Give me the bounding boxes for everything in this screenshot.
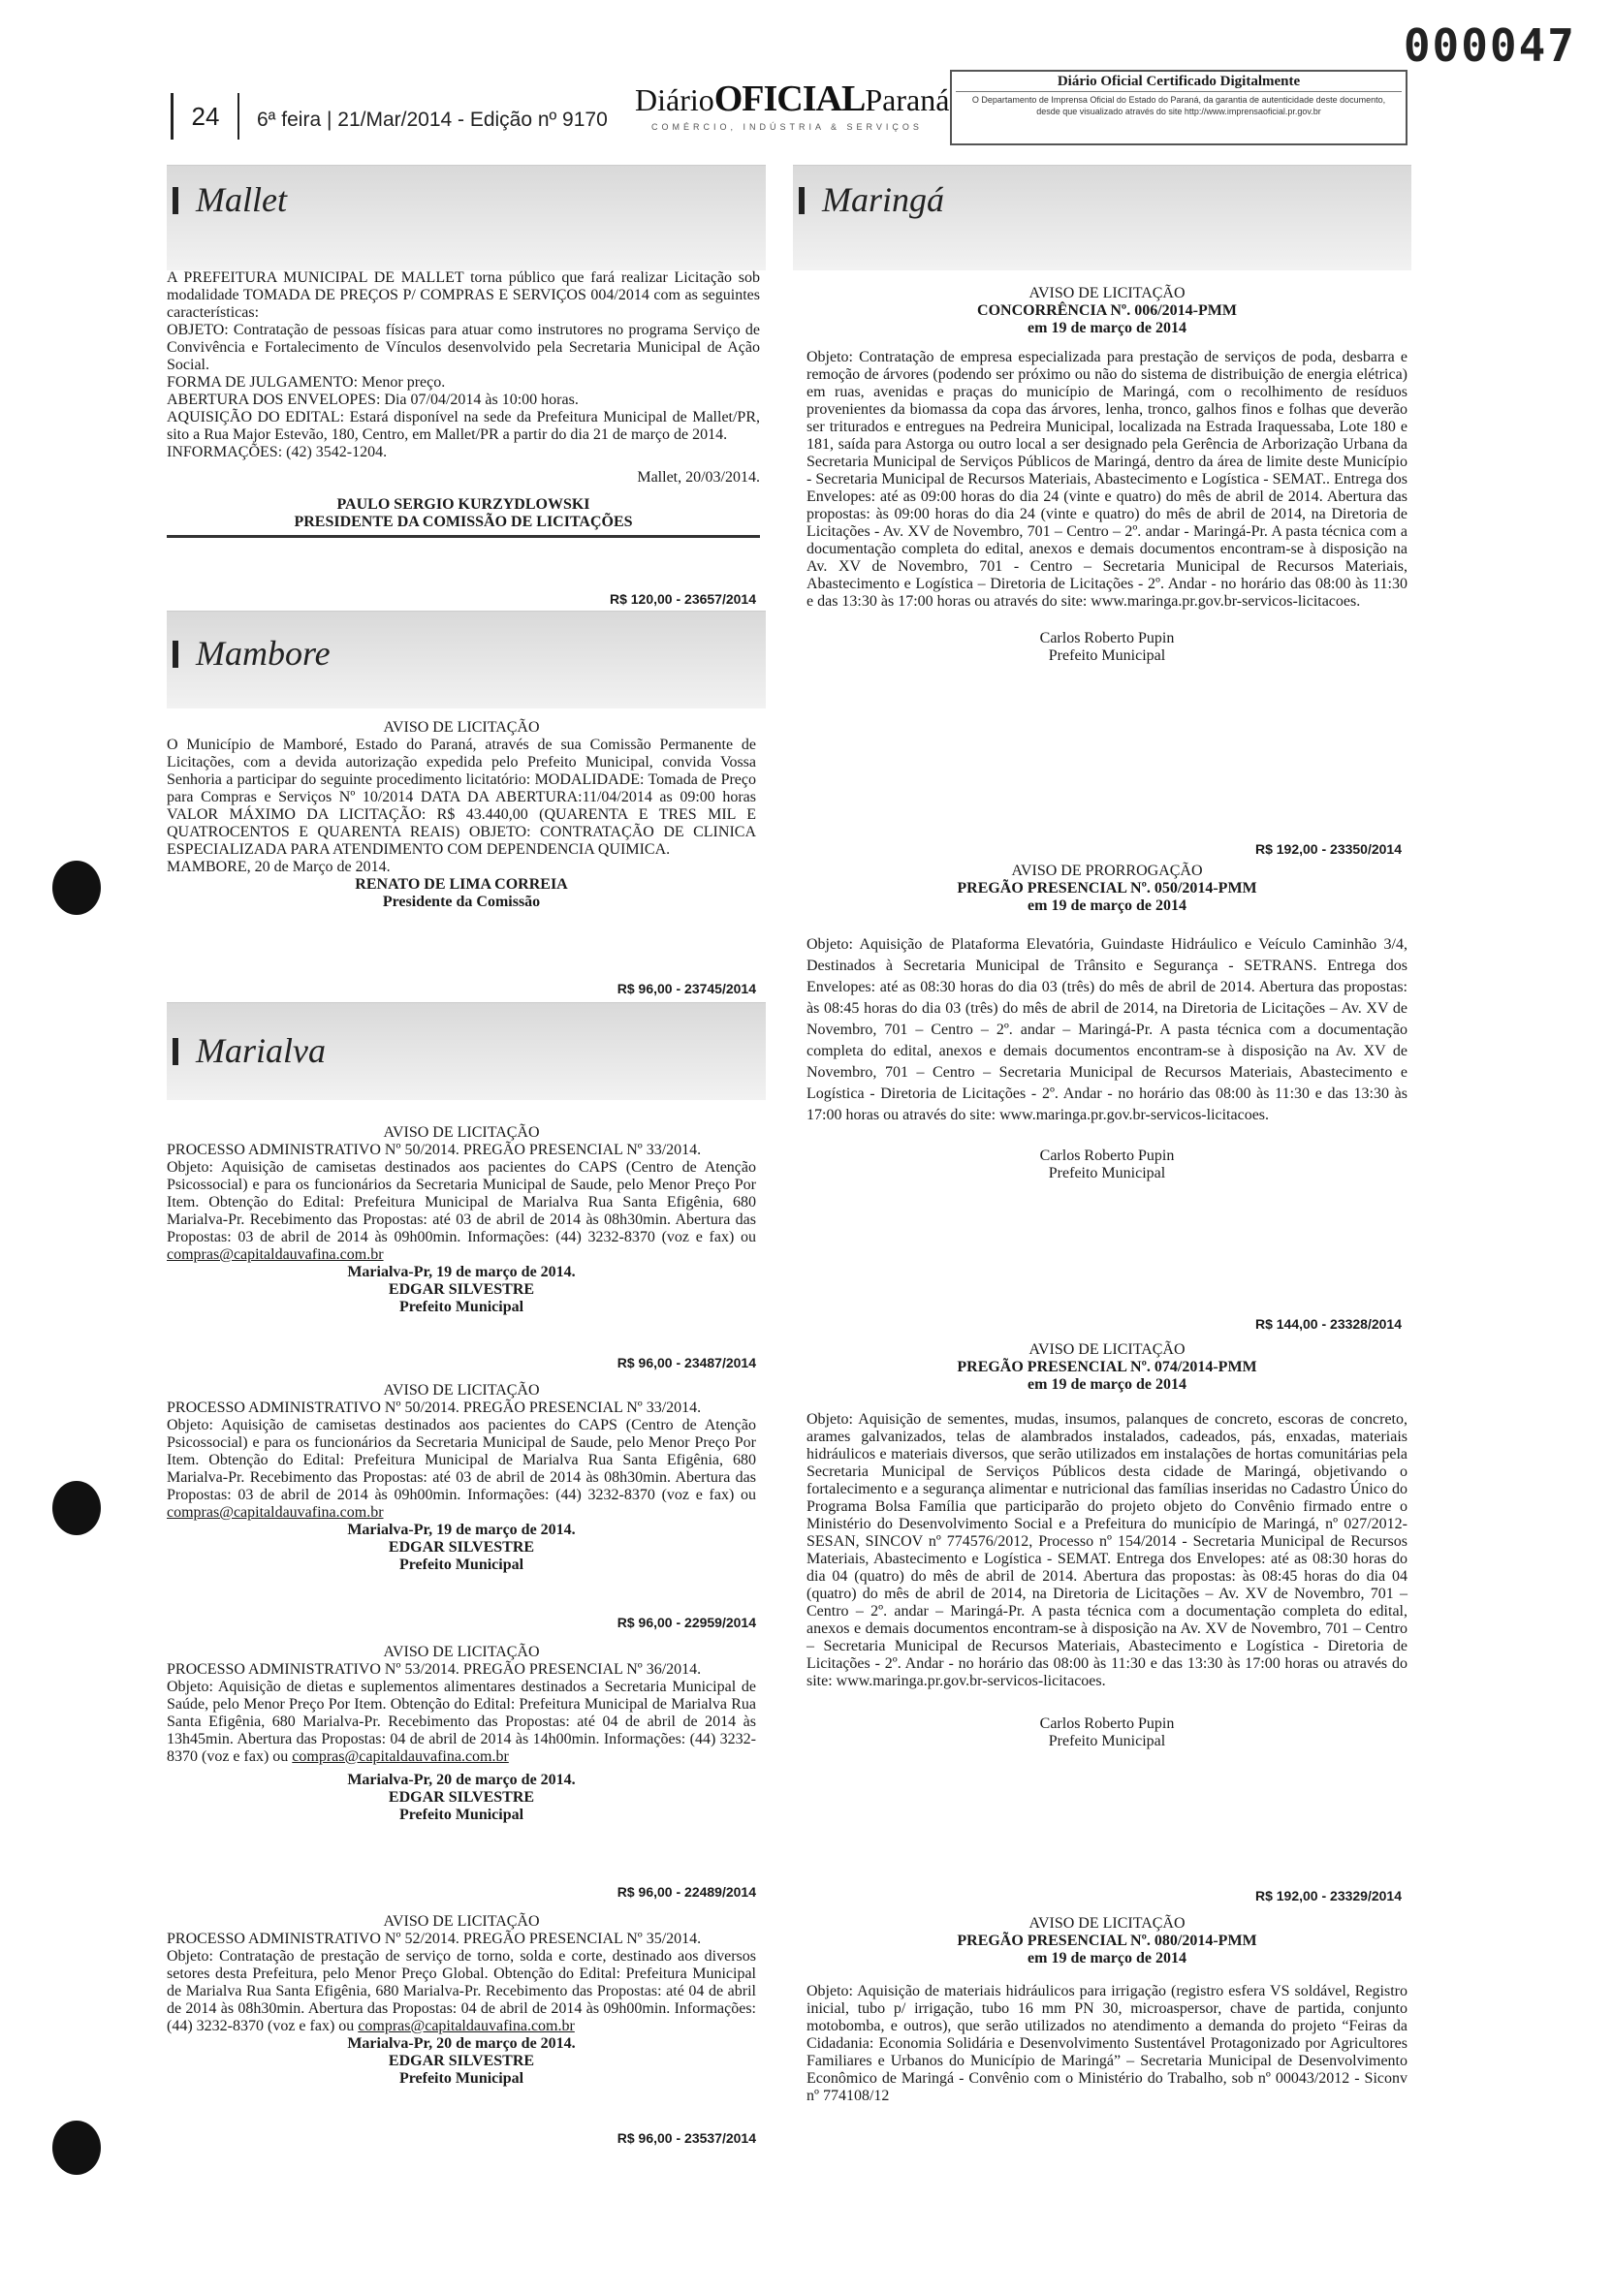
mambore-notice (167, 719, 756, 911)
mallet-aquisicao: AQUISIÇÃO DO EDITAL: Estará disponível na sede da Prefeitura Municipal de Mallet/PR, sito a Rua Major Estevão, 180, Centro, em Mallet/PR a partir do dia 21 de março de 2014. (167, 409, 760, 443)
notice-body-text: Objeto: Contratação de prestação de serviço de torno, solda e corte, destinado aos diversos setores desta Prefeitura, pelo Menor Preço Global. Obtenção do Edital: Prefeitura Municipal de Marialva Rua Santa Efigênia, 680 Marialva-Pr. Recebimento das Propostas: até 04 de abril de 2014 às 08h30min. Abertura das Propostas: 04 de abril de 2014 às 09h00min. Informações: (44) 3232-8370 (voz e fax) ou (167, 1948, 756, 2034)
section-band-mallet (167, 165, 766, 270)
mambore-place-date: MAMBORE, 20 de Março de 2014. (167, 859, 391, 875)
newspaper-logo (635, 78, 949, 120)
mallet-signer: PAULO SERGIO KURZYDLOWSKI (336, 496, 590, 513)
cert-title: Diário Oficial Certificado Digitalmente (956, 74, 1402, 92)
maringa-notice (806, 285, 1407, 665)
binder-hole (52, 2121, 101, 2175)
section-band-mambore (167, 611, 766, 708)
document-stamp-number: 000047 (1403, 19, 1576, 72)
notice-subtitle: PREGÃO PRESENCIAL Nº. 074/2014-PMM (957, 1359, 1257, 1375)
maringa-notice (806, 1341, 1407, 1750)
notice-signer: EDGAR SILVESTRE (388, 1281, 535, 1298)
marialva-price: R$ 96,00 - 22959/2014 (617, 1615, 756, 1630)
notice-place-date: Marialva-Pr, 19 de março de 2014. (347, 1522, 576, 1538)
notice-title: AVISO DE LICITAÇÃO (383, 1644, 540, 1660)
cert-text: O Departamento de Imprensa Oficial do Estado do Paraná, da garantia de autenticidade deste documento, desde que visualizado através do site http://www.imprensaoficial.pr.gov.br (971, 95, 1386, 116)
notice-process: PROCESSO ADMINISTRATIVO Nº 53/2014. PREGÃO PRESENCIAL Nº 36/2014. (167, 1661, 702, 1678)
notice-place-date: Marialva-Pr, 20 de março de 2014. (347, 2035, 576, 2052)
notice-title: AVISO DE PRORROGAÇÃO (1011, 863, 1203, 879)
marialva-notice (167, 1644, 756, 1824)
notice-body-text: Objeto: Aquisição de camisetas destinados aos pacientes do CAPS (Centro de Atenção Psicossocial) e para os funcionários da Secretaria Municipal de Saude, pelo Menor Preço Por Item. Obtenção do Edital: Prefeitura Municipal de Marialva Rua Santa Efigênia, 680 Marialva-Pr. Recebimento das Propostas: até 03 de abril de 2014 às 08h30min. Abertura das Propostas: 03 de abril de 2014 às 09h00min. Informações: (44) 3232-8370 (voz e fax) ou (167, 1159, 756, 1245)
notice-subtitle: PREGÃO PRESENCIAL Nº. 050/2014-PMM (957, 880, 1257, 896)
marialva-price: R$ 96,00 - 23487/2014 (617, 1355, 756, 1370)
notice-signer: Carlos Roberto Pupin (1039, 630, 1175, 646)
notice-signer-role: Prefeito Municipal (1048, 1165, 1166, 1181)
marialva-notice (167, 1382, 756, 1574)
mambore-signer-role: Presidente da Comissão (382, 894, 541, 910)
mallet-informacoes: INFORMAÇÕES: (42) 3542-1204. (167, 444, 388, 460)
section-title-maringa: Maringá (799, 179, 1411, 220)
notice-subtitle: CONCORRÊNCIA Nº. 006/2014-PMM (977, 302, 1237, 319)
mallet-abertura: ABERTURA DOS ENVELOPES: Dia 07/04/2014 às 10:00 horas. (167, 392, 579, 408)
mambore-body: O Município de Mamboré, Estado do Paraná, através de sua Comissão Permanente de Licitações, com a devida autorização expedida pelo Prefeito Municipal, convida Vossa Senhoria a participar do seguinte procedimento licitatório: MODALIDADE: Tomada de Preço para Compras e Serviços Nº 10/2014 DATA DA ABERTURA:11/04/2014 as 09:00 horas VALOR MÁXIMO DA LICITAÇÃO: R$ 43.440,00 (QUARENTA E TRES MIL E QUATROCENTOS E QUARENTA REAIS) OBJETO: CONTRATAÇÃO DE CLINICA ESPECIALIZADA PARA ATENDIMENTO COM DEPENDENCIA QUIMICA. (167, 737, 756, 858)
notice-process: PROCESSO ADMINISTRATIVO Nº 50/2014. PREGÃO PRESENCIAL Nº 33/2014. (167, 1142, 702, 1158)
notice-body: Objeto: Contratação de empresa especializada para prestação de serviços de poda, desbarra e remoção de árvores (podendo ser próximo ou não do sistema de distribuição de energia elétrica) em ruas, avenidas e praças do município de Maringá, com o recolhimento de resíduos provenientes da biomassa da copa das árvores, lenha, tronco, galhos finos e folhas que deverão ser triturados e entregues na Pedreira Municipal, localizada na Estrada Iraquessaba, Lote 180 e 181, saída para Astorga ou outro local a ser designado pela Gerência de Arborização Urbana da Secretaria Municipal de Serviços Públicos de Maringá, dentro da área de limite deste Município - Secretaria Municipal de Recursos Materiais, Abastecimento e Logística - SEMAT.. Entrega dos Envelopes: até as 09:00 horas do dia 24 (vinte e quatro) do mês de abril de 2014. Abertura das propostas: às 09:00 horas do dia 24 (vinte e quatro) do mês de abril de 2014, na Diretoria de Licitações - Av. XV de Novembro, 701 – Centro – 2º. andar - Maringá-Pr. A pasta técnica com a documentação completa do edital, anexos e demais documentos encontram-se à disposição na Av. XV de Novembro, 701 - Centro – Secretaria Municipal de Recursos Materiais, Abastecimento e Logística – Diretoria de Licitações - 2º. Andar - no horário das 08:00 às 11:30 e das 13:30 às 17:00 horas ou através do site: www.maringa.pr.gov.br-servicos-licitacoes. (806, 349, 1407, 610)
mambore-title: AVISO DE LICITAÇÃO (383, 719, 540, 736)
notice-signer: EDGAR SILVESTRE (388, 1539, 535, 1556)
notice-signer: Carlos Roberto Pupin (1039, 1148, 1175, 1164)
notice-signer-role: Prefeito Municipal (398, 1807, 524, 1823)
marialva-price: R$ 96,00 - 22489/2014 (617, 1884, 756, 1900)
notice-signer-role: Prefeito Municipal (398, 1299, 524, 1315)
notice-signer-role: Prefeito Municipal (398, 2070, 524, 2087)
notice-body-text: Objeto: Aquisição de dietas e suplementos alimentares destinados a Secretaria Municipal de Saúde, pelo Menor Preço Por Item. Obtenção do Edital: Prefeitura Municipal de Marialva Rua Santa Efigênia, 680 Marialva-Pr. Recebimento das Propostas: até 04 de abril de 2014 às 13h45min. Abertura das Propostas: 04 de abril de 2014 às 14h00min. Informações: (44) 3232-8370 (voz e fax) ou (167, 1679, 756, 1765)
notice-body (167, 1948, 756, 2035)
mallet-price: R$ 120,00 - 23657/2014 (609, 591, 756, 607)
maringa-notice (806, 863, 1407, 1182)
maringa-price: R$ 144,00 - 23328/2014 (1254, 1316, 1402, 1332)
binder-hole (52, 1481, 101, 1535)
email-link[interactable]: compras@capitaldauvafina.com.br (167, 1246, 384, 1263)
notice-place-date: Marialva-Pr, 19 de março de 2014. (347, 1264, 576, 1280)
edition-date: 6ª feira | 21/Mar/2014 - Edição nº 9170 (257, 109, 608, 131)
notice-subtitle: PREGÃO PRESENCIAL Nº. 080/2014-PMM (957, 1933, 1257, 1949)
notice-title: AVISO DE LICITAÇÃO (1028, 1915, 1186, 1932)
notice-body (167, 1417, 756, 1522)
email-link[interactable]: compras@capitaldauvafina.com.br (167, 1504, 384, 1521)
section-band-marialva (167, 1002, 766, 1100)
notice-title: AVISO DE LICITAÇÃO (383, 1382, 540, 1399)
mallet-intro: A PREFEITURA MUNICIPAL DE MALLET torna público que fará realizar Licitação sob modalidade TOMADA DE PREÇOS P/ COMPRAS E SERVIÇOS 004/2014 com as seguintes características: (167, 269, 760, 321)
mallet-place-date: Mallet, 20/03/2014. (637, 469, 760, 486)
notice-title: AVISO DE LICITAÇÃO (1028, 285, 1186, 301)
logo-suffix: Paraná (865, 82, 950, 117)
mallet-objeto: OBJETO: Contratação de pessoas físicas para atuar como instrutores no programa Serviço de Convivência e Fortalecimento de Vínculos desenvolvido pela Secretaria Municipal de Ação Social. (167, 322, 760, 373)
logo-main: OFICIAL (713, 79, 866, 119)
notice-process: PROCESSO ADMINISTRATIVO Nº 50/2014. PREGÃO PRESENCIAL Nº 33/2014. (167, 1400, 702, 1416)
notice-signer: EDGAR SILVESTRE (388, 2053, 535, 2069)
maringa-notice (806, 1915, 1407, 2105)
notice-body (167, 1679, 756, 1766)
notice-place-date: Marialva-Pr, 20 de março de 2014. (347, 1772, 576, 1788)
mambore-signer: RENATO DE LIMA CORREIA (355, 876, 568, 893)
marialva-price: R$ 96,00 - 23537/2014 (617, 2130, 756, 2146)
notice-title: AVISO DE LICITAÇÃO (1028, 1341, 1186, 1358)
notice-signer-role: Prefeito Municipal (1048, 1733, 1166, 1749)
mallet-julgamento: FORMA DE JULGAMENTO: Menor preço. (167, 374, 446, 391)
maringa-price: R$ 192,00 - 23350/2014 (1254, 841, 1402, 857)
notice-signer-role: Prefeito Municipal (398, 1557, 524, 1573)
notice-date: em 19 de março de 2014 (1028, 897, 1186, 914)
logo-subtitle: COMÉRCIO, INDÚSTRIA & SERVIÇOS (651, 122, 923, 132)
notice-body: Objeto: Aquisição de materiais hidráulicos para irrigação (registro esfera VS soldável, Registro inicial, tubo p/ irrigação, tubo 16 mm PN 30, microaspersor, chave de partida, conjunto motobomba, e outros), que serão utilizados no atendimento a demanda do projeto “Feiras da Cidadania: Economia Solidária e Desenvolvimento Sustentável Protagonizado por Agricultores Familiares e Urbanos do Município de Maringá” – Secretaria Municipal de Desenvolvimento Econômico de Maringá - Convênio com o Ministério do Trabalho, sob nº 00043/2012 - Siconv nº 774108/12 (806, 1983, 1407, 2104)
notice-date: em 19 de março de 2014 (1028, 1376, 1186, 1393)
notice-signer: Carlos Roberto Pupin (1039, 1715, 1175, 1732)
marialva-notice (167, 1124, 756, 1316)
marialva-notice (167, 1913, 756, 2088)
section-title-mambore: Mambore (173, 633, 766, 674)
email-link[interactable]: compras@capitaldauvafina.com.br (292, 1748, 509, 1765)
notice-body: Objeto: Aquisição de Plataforma Elevatória, Guindaste Hidráulico e Veículo Caminhão 3/4, Destinados à Secretaria Municipal de Trânsito e Segurança - SETRANS. Entrega dos Envelopes: até as 08:30 horas do dia 03 (três) do mês de abril de 2014. Abertura das propostas: às 08:45 horas do dia 03 (três) do mês de abril de 2014, na Diretoria de Licitações – Av. XV de Novembro, 701 – Centro – 2º. andar – Maringá-Pr. A pasta técnica com a documentação completa do edital, anexos e demais documentos encontram-se à disposição na Av. XV de Novembro, 701 – Centro – Secretaria Municipal de Recursos Materiais, Abastecimento e Logística - Diretoria de Licitações - 2º. Andar - no horário das 08:00 às 11:30 e das 13:30 às 17:00 horas ou através do site: www.maringa.pr.gov.br-servicos-licitacoes. (806, 936, 1407, 1123)
maringa-price: R$ 192,00 - 23329/2014 (1254, 1888, 1402, 1903)
notice-body (167, 1159, 756, 1264)
notice-body: Objeto: Aquisição de sementes, mudas, insumos, palanques de concreto, escoras de concreto, arames galvanizados, telas de alambrados instalados, cadeados, pás, enxadas, materiais hidráulicos e materiais diversos, que serão utilizados em instalações de hortas comunitárias pela Secretaria Municipal de Serviços Públicos desta cidade de Maringá, objetivando o fortalecimento e a segurança alimentar e nutricional das famílias inseridas no Cadastro Único do Programa Bolsa Família que participarão do projeto objeto do Convênio firmado entre o Ministério do Desenvolvimento Social e a Prefeitura do município de Maringá, nº 027/2012-SESAN, SINCOV nº 774576/2012, Processo nº 154/2014 - Secretaria Municipal de Recursos Materiais, Abastecimento e Logística - SEMAT. Entrega dos Envelopes: até as 08:30 horas do dia 04 (quatro) do mês de abril de 2014. Abertura das propostas: às 08:45 horas do dia 04 (quatro) do mês de abril de 2014, na Diretoria de Licitações – Av. XV de Novembro, 701 – Centro – 2º. andar – Maringá-Pr. A pasta técnica com a documentação completa do edital, anexos e demais documentos encontram-se à disposição na Av. XV de Novembro, 701 – Centro – Secretaria Municipal de Recursos Materiais, Abastecimento e Logística - Diretoria de Licitações - 2º. Andar - no horário das 08:00 às 11:30 e das 13:30 às 17:00 horas ou através do site: www.maringa.pr.gov.br-servicos-licitacoes. (806, 1411, 1407, 1689)
notice-title: AVISO DE LICITAÇÃO (383, 1913, 540, 1930)
mallet-signer-role: PRESIDENTE DA COMISSÃO DE LICITAÇÕES (294, 514, 633, 530)
notice-signer-role: Prefeito Municipal (1048, 647, 1166, 664)
notice-date: em 19 de março de 2014 (1028, 1950, 1186, 1966)
notice-process: PROCESSO ADMINISTRATIVO Nº 52/2014. PREGÃO PRESENCIAL Nº 35/2014. (167, 1931, 702, 1947)
notice-signer: EDGAR SILVESTRE (388, 1789, 535, 1806)
email-link[interactable]: compras@capitaldauvafina.com.br (358, 2018, 575, 2034)
binder-hole (52, 861, 101, 915)
notice-body-text: Objeto: Aquisição de camisetas destinados aos pacientes do CAPS (Centro de Atenção Psicossocial) e para os funcionários da Secretaria Municipal de Saude, pelo Menor Preço Por Item. Obtenção do Edital: Prefeitura Municipal de Marialva Rua Santa Efigênia, 680 Marialva-Pr. Recebimento das Propostas: até 03 de abril de 2014 às 08h30min. Abertura das Propostas: 03 de abril de 2014 às 09h00min. Informações: (44) 3232-8370 (voz e fax) ou (167, 1417, 756, 1503)
mallet-notice (167, 269, 760, 538)
mambore-price: R$ 96,00 - 23745/2014 (617, 981, 756, 996)
logo-prefix: Diário (635, 82, 714, 117)
notice-date: em 19 de março de 2014 (1028, 320, 1186, 336)
section-band-maringa (793, 165, 1411, 270)
section-title-mallet: Mallet (173, 179, 766, 220)
section-title-marialva: Marialva (173, 1030, 766, 1071)
certification-box (950, 70, 1407, 145)
page-number: 24 (171, 93, 239, 140)
notice-title: AVISO DE LICITAÇÃO (383, 1124, 540, 1141)
